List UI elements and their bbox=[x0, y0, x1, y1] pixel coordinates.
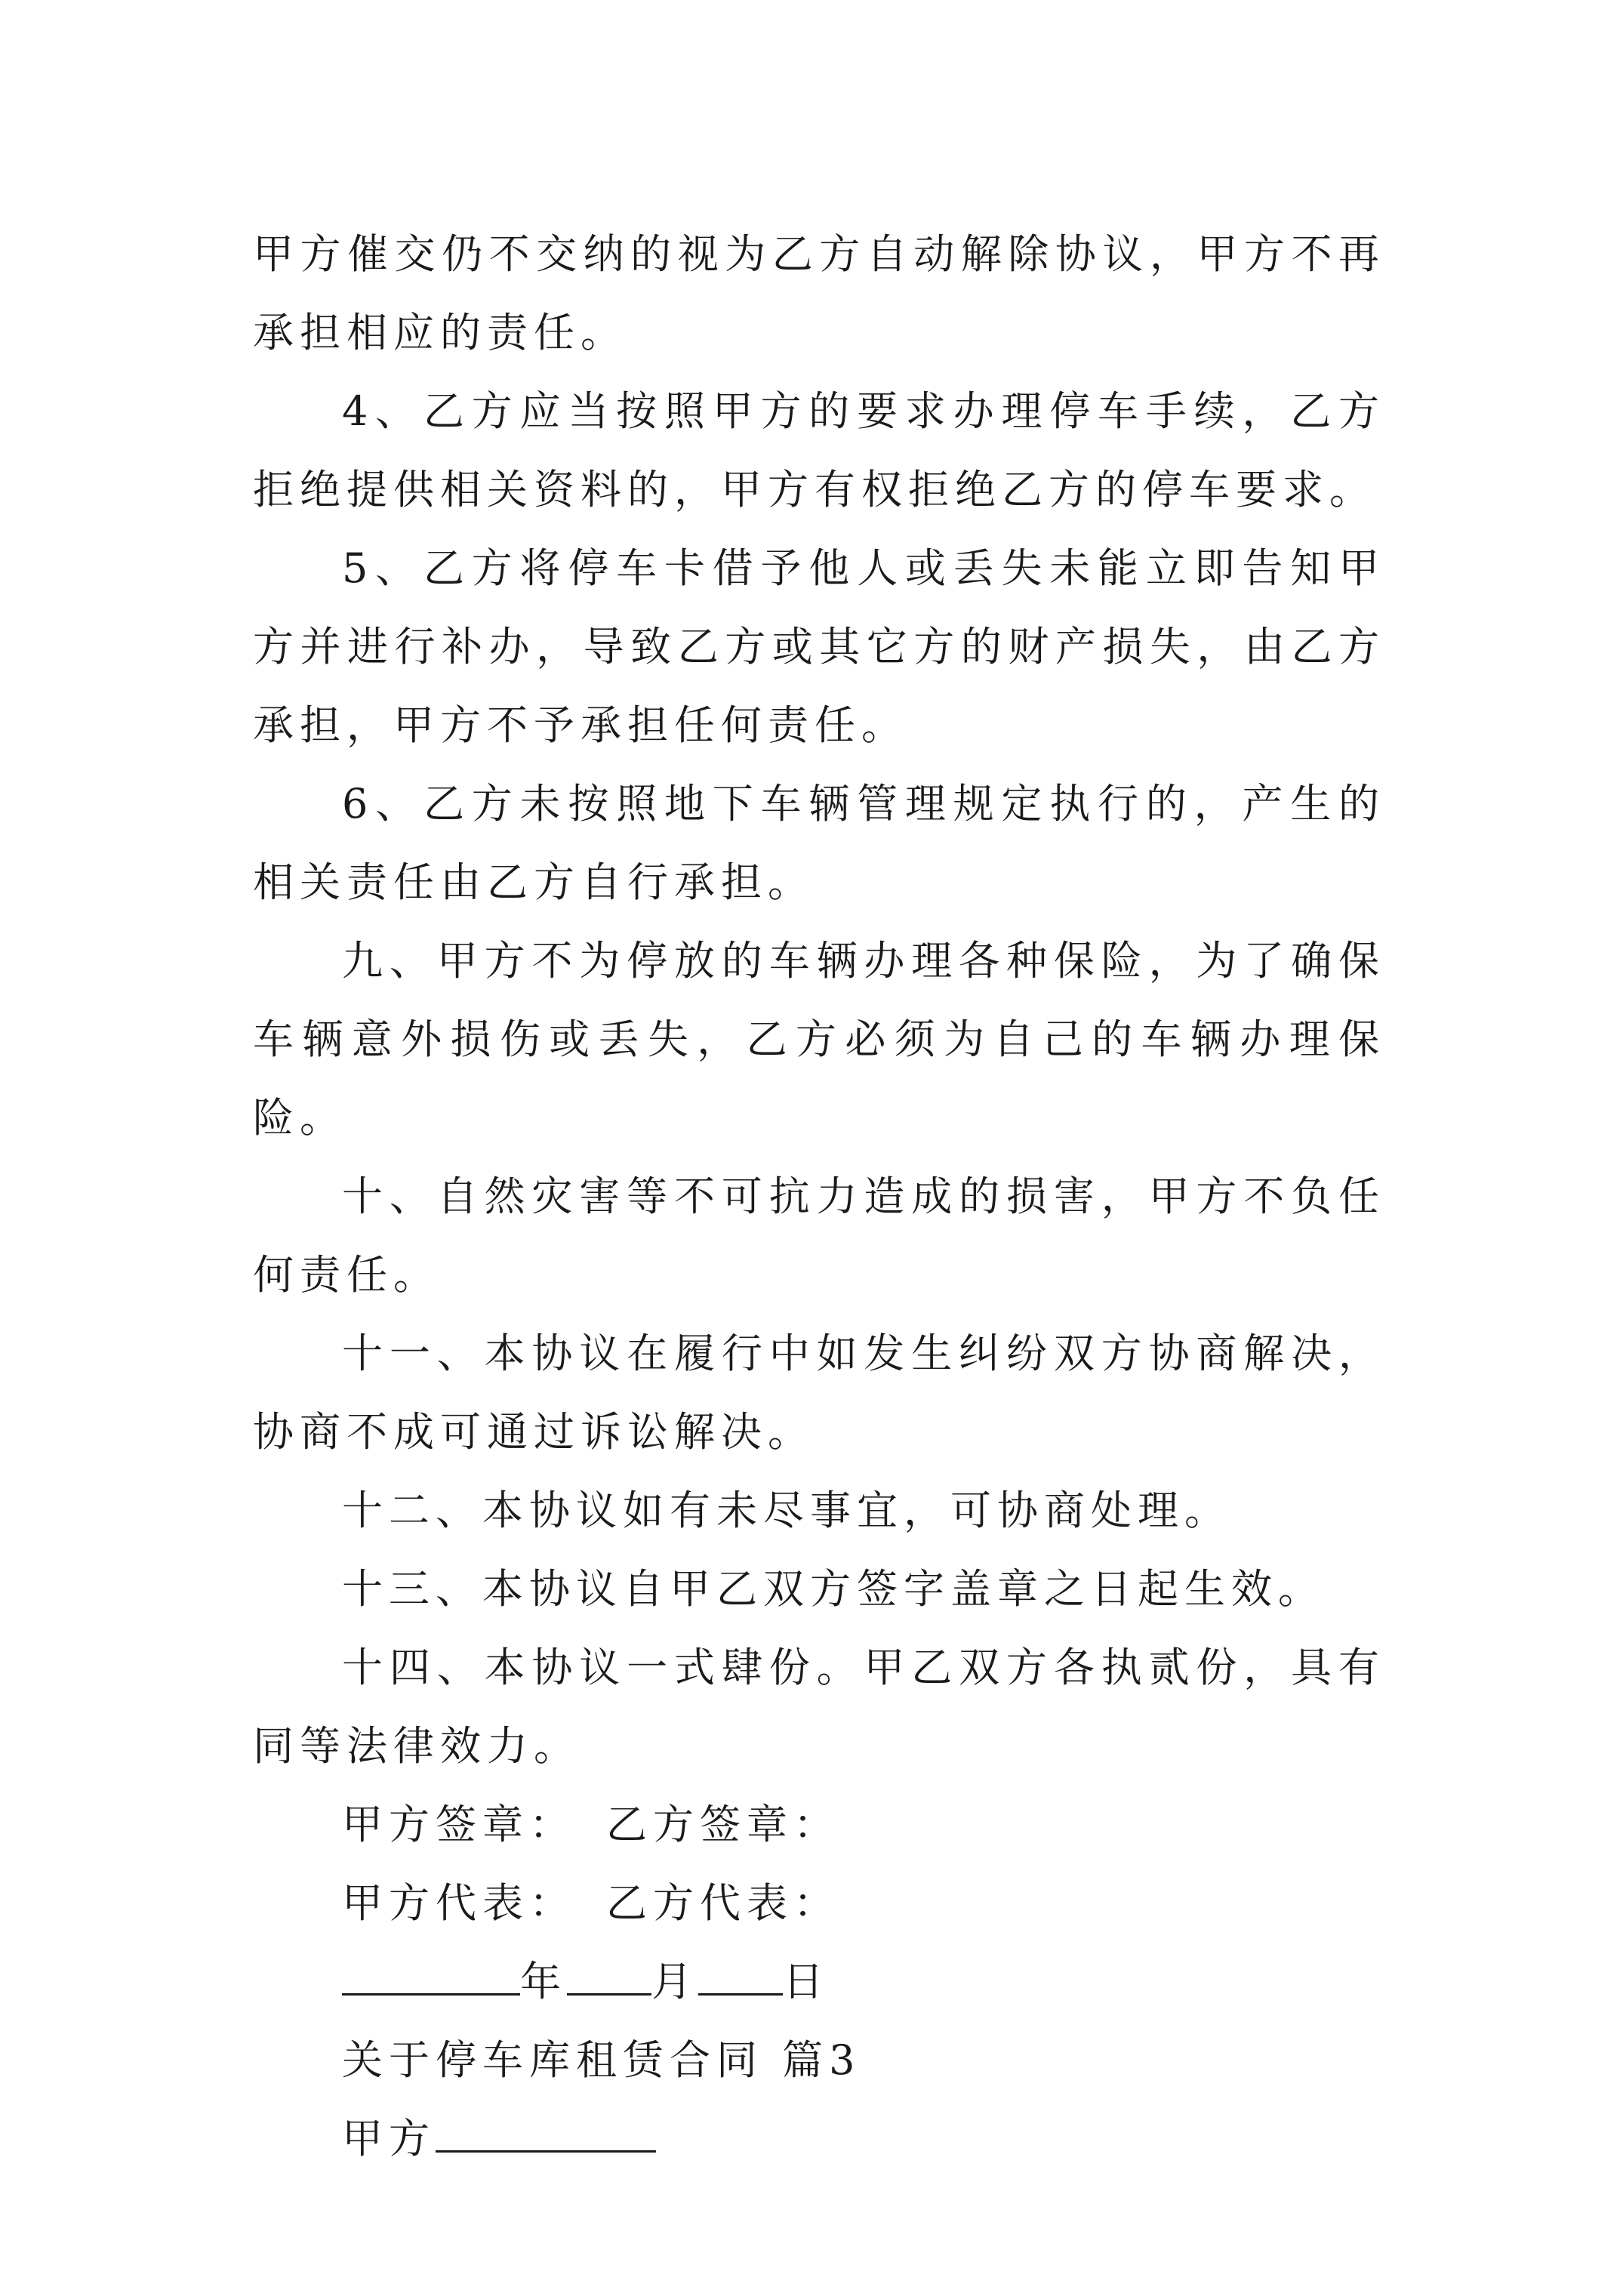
paragraph-article-10: 十、自然灾害等不可抗力造成的损害，甲方不负任何责任。 bbox=[253, 1173, 1385, 1299]
paragraph-article-14: 十四、本协议一式肆份。甲乙双方各执贰份，具有同等法律效力。 bbox=[253, 1644, 1385, 1770]
year-label: 年 bbox=[520, 1958, 567, 2005]
party-b-rep-label: 乙方代表： bbox=[606, 1879, 840, 1927]
paragraph-article-13: 十三、本协议自甲乙双方签字盖章之日起生效。 bbox=[342, 1565, 1325, 1613]
paragraph-article-9: 九、甲方不为停放的车辆办理各种保险，为了确保车辆意外损伤或丢失，乙方必须为自己的车辆办理保险。 bbox=[253, 937, 1385, 1142]
paragraph-article-11: 十一、本协议在履行中如发生纠纷双方协商解决，协商不成可通过诉讼解决。 bbox=[253, 1330, 1385, 1456]
signature-rep-line bbox=[253, 1864, 1385, 1943]
day-label: 日 bbox=[783, 1958, 830, 2005]
day-blank[interactable] bbox=[698, 1945, 783, 1996]
party-a-line bbox=[253, 2100, 1385, 2178]
document-body bbox=[253, 215, 1385, 2178]
year-blank[interactable] bbox=[342, 1945, 520, 1996]
paragraph-clause-4: 4、乙方应当按照甲方的要求办理停车手续，乙方拒绝提供相关资料的，甲方有权拒绝乙方的停车要求。 bbox=[253, 387, 1385, 513]
paragraph-continuation: 甲方催交仍不交纳的视为乙方自动解除协议，甲方不再承担相应的责任。 bbox=[253, 230, 1385, 356]
month-label: 月 bbox=[651, 1958, 698, 2005]
date-line bbox=[253, 1943, 1385, 2021]
section-title: 关于停车库租赁合同 篇3 bbox=[342, 2036, 861, 2084]
party-a-label: 甲方 bbox=[342, 2115, 436, 2162]
party-b-seal-label: 乙方签章： bbox=[606, 1801, 840, 1848]
paragraph-clause-6: 6、乙方未按照地下车辆管理规定执行的，产生的相关责任由乙方自行承担。 bbox=[253, 780, 1385, 906]
month-blank[interactable] bbox=[567, 1945, 651, 1996]
party-a-rep-label: 甲方代表： bbox=[342, 1879, 576, 1927]
party-a-blank[interactable] bbox=[436, 2102, 656, 2153]
signature-seal-line bbox=[253, 1786, 1385, 1864]
paragraph-clause-5: 5、乙方将停车卡借予他人或丢失未能立即告知甲方并进行补办，导致乙方或其它方的财产损失，由乙方承担，甲方不予承担任何责任。 bbox=[253, 544, 1385, 749]
party-a-seal-label: 甲方签章： bbox=[342, 1801, 576, 1848]
paragraph-article-12: 十二、本协议如有未尽事宜，可协商处理。 bbox=[342, 1487, 1231, 1534]
